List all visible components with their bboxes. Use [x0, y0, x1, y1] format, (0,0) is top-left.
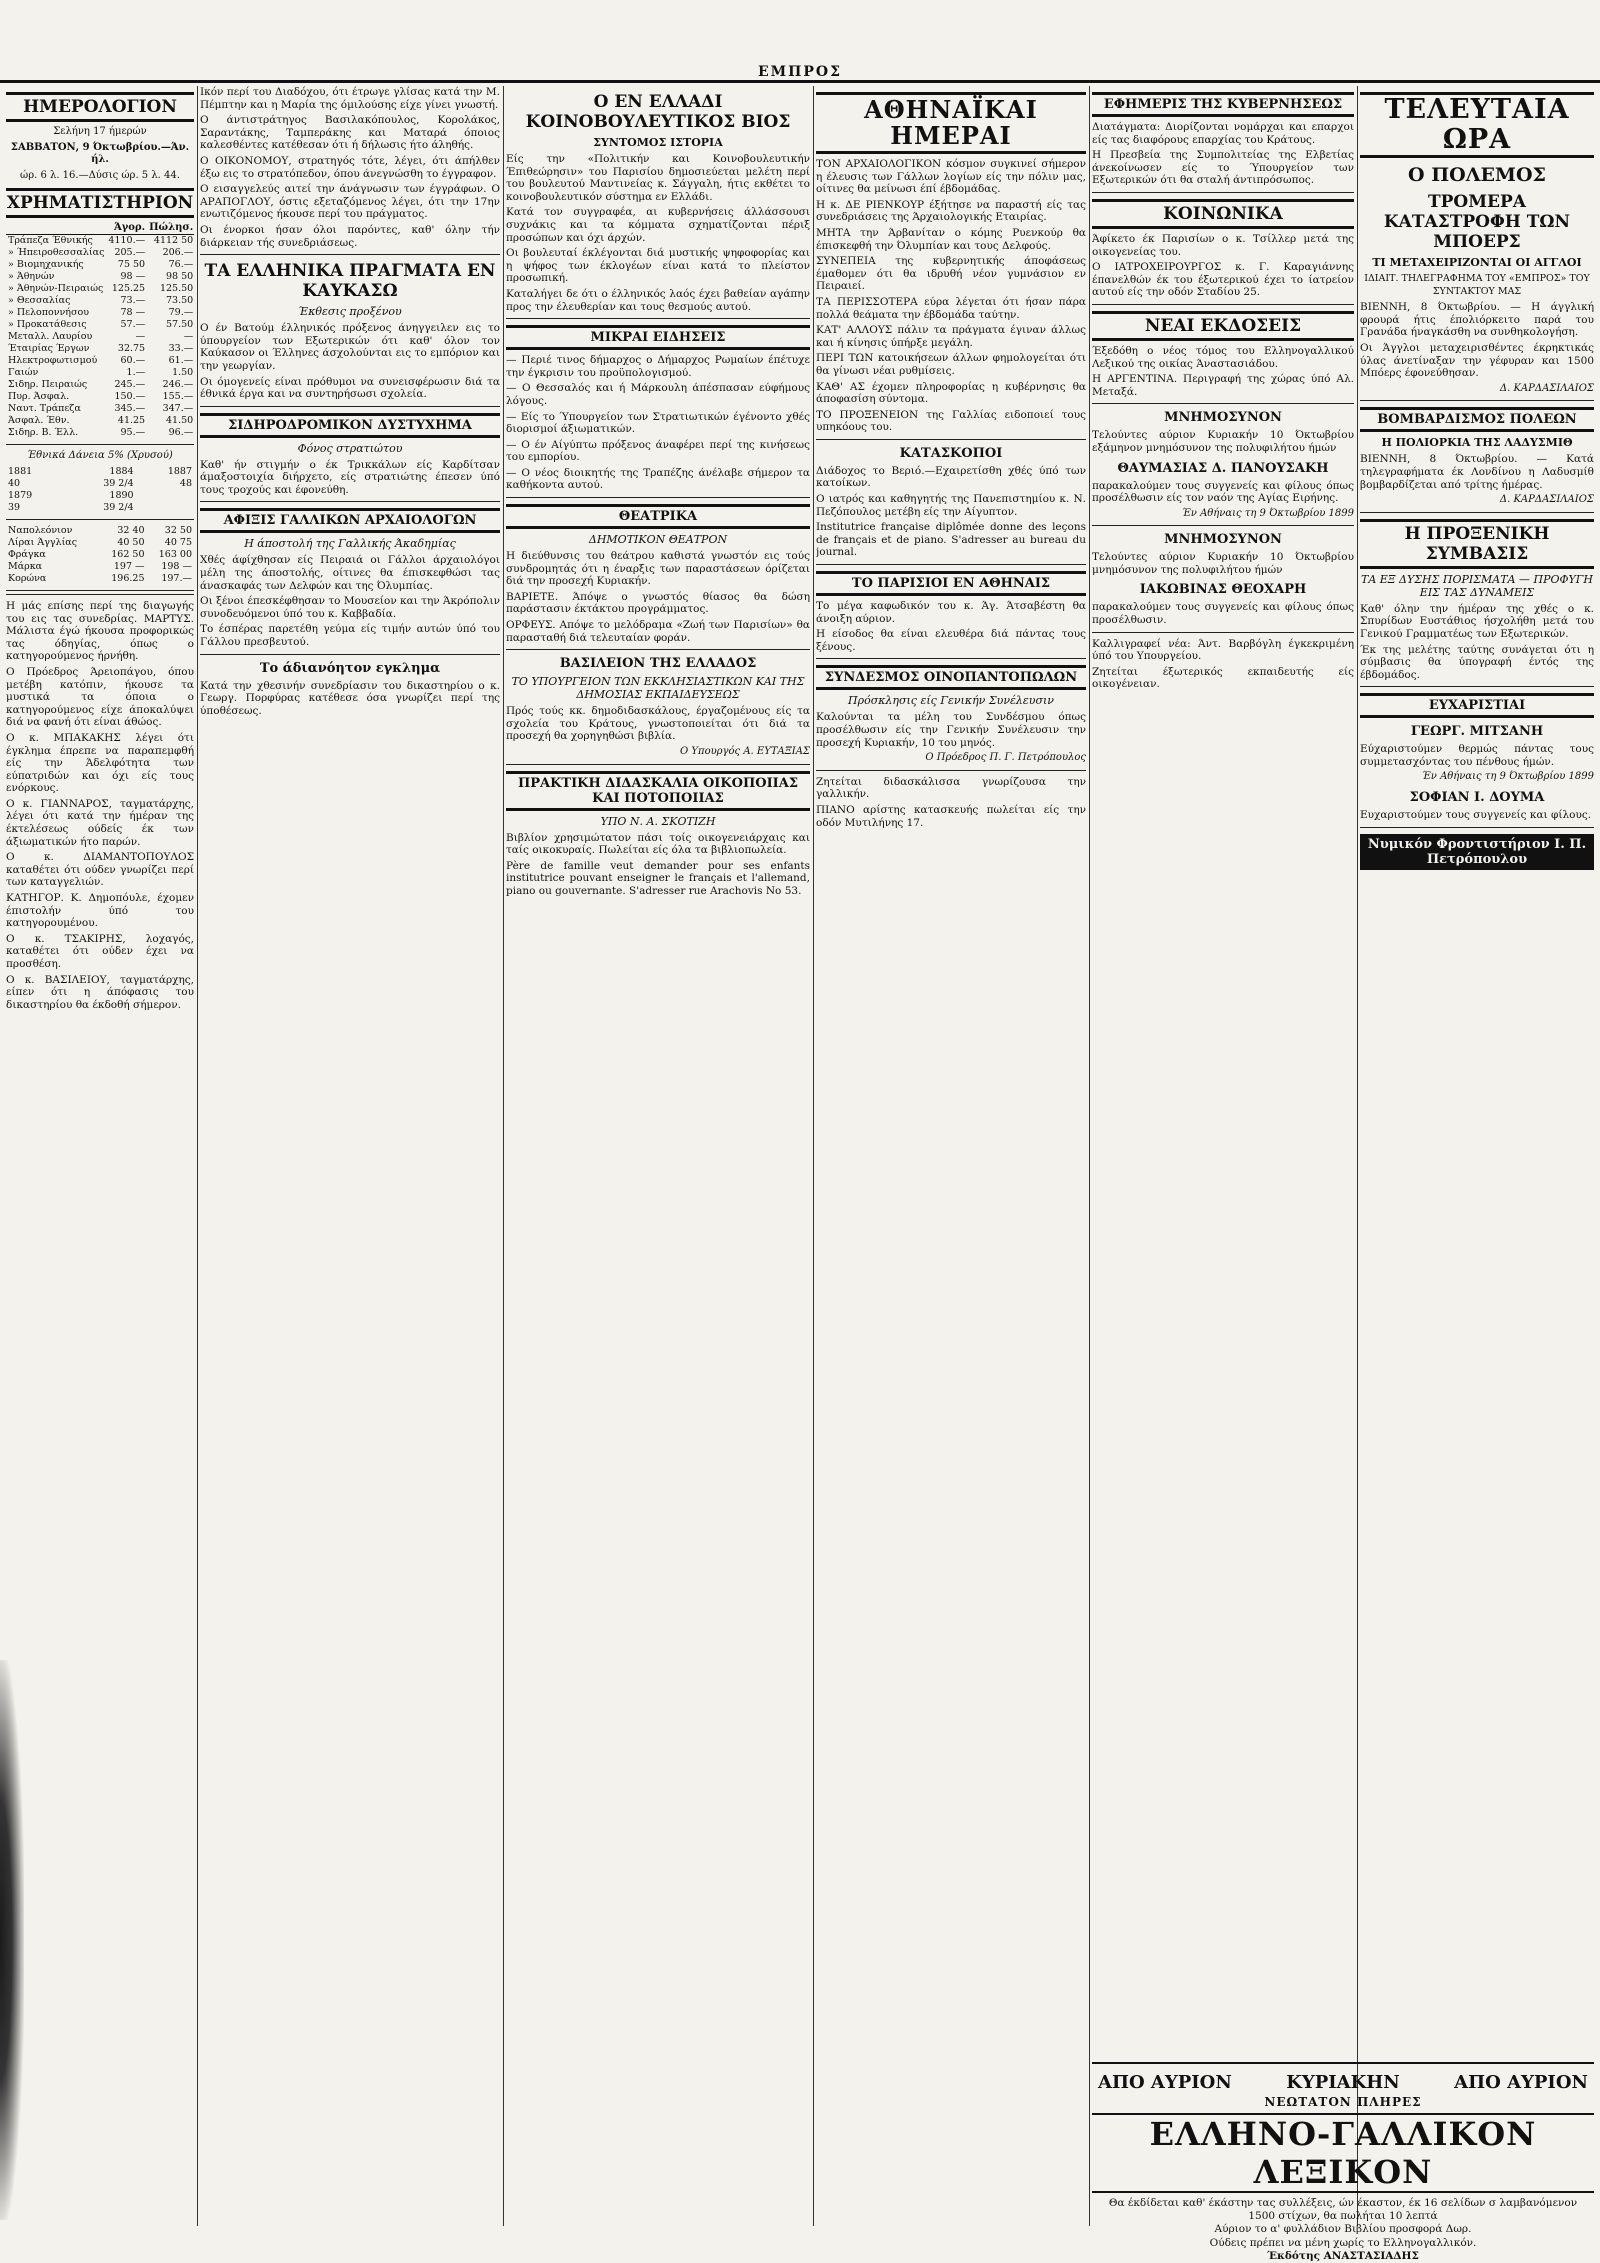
headline: ΚΟΙΝΩΝΙΚΑ — [1092, 199, 1354, 229]
table-cell: 125.50 — [159, 283, 194, 295]
signature: Ο Πρόεδρος Π. Γ. Πετρόπουλος — [925, 752, 1086, 764]
subheadline: ΓΕΩΡΓ. ΜΙΤΣΑΝΗ — [1410, 724, 1544, 740]
table-cell: 96.— — [168, 427, 194, 439]
classified-ad: Ζητείται έξωτερικός εκπαιδευτής είς οικογένειαν. — [1092, 665, 1354, 691]
article-paragraph: Ο κ. ΤΣΑΚΙΡΗΣ, λοχαγός, καταθέτει ότι ούδεν έχει να προσθέση. — [6, 932, 194, 970]
table-cell: 32 40 — [117, 524, 145, 536]
date-line: ΣΑΒΒΑΤΟΝ, 9 Όκτωβρίου.—Άν. ήλ. — [10, 141, 190, 166]
table-cell: » Βιομηχανικής — [8, 259, 84, 271]
article-paragraph: Έξεδόθη ο νέος τόμος του Ελληνογαλλικού Λεξικού της οικίας Άναστασιάδου. — [1092, 344, 1354, 370]
headline: Το άδιανόητον εγκλημα — [259, 660, 441, 676]
table-cell: 1.— — [126, 367, 146, 379]
date-line: ώρ. 6 λ. 16.—Δύσις ώρ. 5 λ. 44. — [20, 169, 180, 181]
article-paragraph: παρακαλούμεν τους συγγενείς και φίλους όπως προσέλθωσιν. — [1092, 601, 1354, 627]
table-cell: 206.— — [162, 247, 194, 259]
dateline: Έν Αθήναις τη 9 Όκτωβρίου 1899 — [1181, 507, 1354, 519]
table-cell — [136, 502, 194, 514]
table-cell: 40 75 — [164, 536, 192, 548]
headline: ΜΙΚΡΑΙ ΕΙΔΗΣΕΙΣ — [506, 325, 810, 350]
fx-row — [6, 573, 194, 585]
article-paragraph: Άφίκετο έκ Παρισίων ο κ. Τσίλλερ μετά της οικογενείας του. — [1092, 232, 1354, 258]
table-cell: Άσφαλ. Έθν. — [8, 415, 70, 427]
article-paragraph: Το έσπέρας παρετέθη γεύμα είς τιμήν αυτών ύπό του Γάλλου πρεσβευτού. — [200, 623, 500, 649]
article-paragraph: Καθ' ήν στιγμήν ο έκ Τρικκάλων είς Καρδίτσαν άμαξοστοιχία διήρχετο, είς στρατιώτης έπεσεν ύπό τους τροχούς και έφονεύθη. — [200, 458, 500, 496]
column-rule — [1357, 86, 1358, 2226]
table-cell: 48 — [179, 477, 192, 489]
table-cell: 61.— — [168, 355, 194, 367]
article-paragraph: Είς την «Πολιτικήν και Κοινοβουλευτικήν Έπιθεώρησιν» του Παρισίου δημοσιεύεται μελέτη περί του βουλευτού Μαντινείας κ. Σάγγαλη, ήτις εκθέτει το κοινοβουλευτικόν σύστημα εν Ελλάδι. — [506, 153, 810, 203]
ad-from-tomorrow-left: ΑΠΟ ΑΥΡΙΟΝ — [1098, 2072, 1232, 2093]
article-paragraph: — Ο Θεσσαλός και ή Μάρκουλη άπέσπασαν εύφήμους λόγους. — [506, 382, 810, 407]
stock-row — [6, 391, 194, 403]
headline: ΤΑ ΕΛΛΗΝΙΚΑ ΠΡΑΓΜΑΤΑ ΕΝ ΚΑΥΚΑΣΩ — [204, 261, 496, 302]
article-paragraph: Ο ΟΙΚΟΝΟΜΟΥ, στρατηγός τότε, λέγει, ότι άπήλθεν έξω εις το στρατόπεδον, όπου άνεγνώσθη το έγγραφον. — [200, 154, 500, 180]
dictionary-advertisement — [1092, 2062, 1594, 2263]
article-paragraph: Οι βουλευταί έκλέγονται διά μυστικής ψηφοφορίας και η ψήφος των έκλογέων είναι κατά το πλείστον προσωπική. — [506, 247, 810, 285]
article-paragraph: ΚΑΤ' ΑΛΛΟΥΣ πάλιν τα πράγματα έγιναν άλλως και ή κίνησις ύπήρξε μεγάλη. — [816, 324, 1086, 349]
column-2 — [200, 86, 500, 2236]
article-paragraph: Ο Πρόεδρος Άρειοπάγου, όπου μετέβη κατόπιν, ήκουσε τα μυστικά τα όποια ο κατηγορούμενος είχε άποκαλύψει διά να φανή ότι είναι άθώος. — [6, 665, 194, 729]
stock-row — [6, 271, 194, 283]
headline: ΤΟ ΠΑΡΙΣΙΟΙ ΕΝ ΑΘΗΝΑΙΣ — [816, 571, 1086, 596]
loan-title: Έθνικά Δάνεια 5% (Χρυσού) — [27, 450, 173, 462]
table-cell: Μεταλλ. Λαυρίου — [8, 331, 93, 343]
article-paragraph: ΤΟ ΠΡΟΞΕΝΕΙΟΝ της Γαλλίας ειδοποιεί τους υπηκόους του. — [816, 408, 1086, 434]
column-3 — [506, 86, 810, 2236]
fx-table — [6, 525, 194, 585]
table-cell: 1.50 — [172, 367, 194, 379]
column-rule — [813, 86, 814, 2226]
article-paragraph: Ο κ. ΓΙΑΝΝΑΡΟΣ, ταγματάρχης, λέγει ότι κατά την ήμέραν της έκτελέσεως ούδείς έκ των άξιωματικών ήτο παρών. — [6, 797, 194, 848]
headline: ΒΑΣΙΛΕΙΟΝ ΤΗΣ ΕΛΛΑΔΟΣ — [559, 656, 757, 672]
fx-row — [6, 537, 194, 549]
headline: ΜΝΗΜΟΣΥΝΟΝ — [1164, 532, 1282, 548]
ad-text: Θα έκδίδεται καθ' έκάστην τας συλλέξεις, ών έκαστον, έκ 16 σελίδων σ λαμβανόμενον 1500 στίχων, θα πωλήται 10 λεπτά — [1108, 2197, 1578, 2222]
article-paragraph: ΠΕΡΙ ΤΩΝ κατοικήσεων άλλων φημολογείται ότι θα γίνωσι νέαι ρυθμίσεις. — [816, 352, 1086, 377]
article-paragraph: Ο ιατρός και καθηγητής της Πανεπιστημίου κ. Ν. Πεζόπουλος μετέβη είς την Αίγυπτον. — [816, 493, 1086, 518]
column-rule — [1089, 86, 1090, 2226]
stock-row — [6, 331, 194, 343]
article-paragraph: Ικόν περί του Διαδόχου, ότι έτρωγε γλίσας κατά την Μ. Πέμπτην και η Μαρία της όμιλούσης είχε γίνει γνωστή. — [200, 86, 500, 111]
table-cell: » Άθηνών-Πειραιώς — [8, 283, 104, 295]
table-cell: Ναπολεόνιον — [8, 524, 73, 536]
stock-exchange-title: ΧΡΗΜΑΤΙΣΤΗΡΙΟΝ — [6, 188, 194, 218]
table-cell: 1879 — [8, 489, 33, 501]
deceased-name: ΙΑΚΩΒΙΝΑΣ ΘΕΟΧΑΡΗ — [1139, 582, 1307, 598]
table-cell: 95.— — [120, 427, 146, 439]
subheadline: ΤΑ ΕΞ ΔΥΣΗΣ ΠΟΡΙΣΜΑΤΑ — ΠΡΟΦΥΓΗ ΕΙΣ ΤΑΣ ΔΥΝΑΜΕΙΣ — [1360, 572, 1594, 599]
column-rule — [503, 86, 504, 2226]
article-paragraph: — Ο νέος διοικητής της Τραπέζης άνέλαβε σήμερον τα καθήκοντα αυτού. — [506, 466, 810, 492]
fx-row — [6, 561, 194, 573]
headline: ΘΕΑΤΡΙΚΑ — [506, 504, 810, 529]
date-line: Σελήνη 17 ήμερών — [53, 126, 147, 137]
table-cell: 1884 — [109, 465, 134, 477]
headline: ΚΑΤΑΣΚΟΠΟΙ — [899, 445, 1003, 461]
table-cell: 32 50 — [164, 524, 192, 536]
article-paragraph: Ο κ. ΔΙΑΜΑΝΤΟΠΟΥΛΟΣ καταθέτει ότι ούδεν γνωρίζει περί των καταγγελιών. — [6, 851, 194, 889]
table-cell: 347.— — [162, 403, 194, 415]
headline: ΕΥΧΑΡΙΣΤΙΑΙ — [1360, 693, 1594, 718]
headline: ΒΟΜΒΑΡΔΙΣΜΟΣ ΠΟΛΕΩΝ — [1360, 407, 1594, 432]
table-cell: 163 00 — [158, 548, 192, 560]
table-cell: 197 — — [113, 560, 145, 572]
column-1 — [6, 86, 194, 2236]
article-paragraph: Η ΑΡΓΕΝΤΙΝΑ. Περιγραφή της χώρας ύπό Αλ. Μεταξά. — [1092, 373, 1354, 398]
table-cell: 78 — — [120, 307, 146, 319]
article-paragraph: Ο εισαγγελεύς αιτεί την άνάγνωσιν των έγγράφων. Ο ΑΡΑΠΟΓΛΟΥ, όστις εξεταζόμενος λέγει, ότι την 17ην ενωτιζόμενος ήκουσε περί του πράγματος. — [200, 183, 500, 221]
table-cell: 162 50 — [111, 548, 145, 560]
stock-row — [6, 379, 194, 391]
table-cell: 57.— — [120, 319, 146, 331]
classified-ad: Ζητείται διδασκάλισσα γνωρίζουσα την γαλλικήν. — [816, 775, 1086, 801]
table-cell: 41.25 — [117, 415, 146, 427]
subheadline: Έκθεσις προξένου — [298, 305, 402, 319]
table-cell: 98 — — [120, 271, 146, 283]
article-paragraph: Καθ' όλην την ήμέραν της χθές ο κ. Σπυρίδων Ευστάθιος ήσχολήθη μετά του Γενικού Γραμματέως των Εξωτερικών. — [1360, 602, 1594, 640]
table-cell: Κορώνα — [8, 572, 47, 584]
ad-sunday: ΚΥΡΙΑΚΗΝ — [1286, 2072, 1400, 2093]
table-cell: 41.50 — [166, 415, 194, 427]
table-cell: 1881 — [8, 465, 33, 477]
stock-row — [6, 367, 194, 379]
table-cell: Ναυτ. Τράπεζα — [8, 403, 81, 415]
headline: ΣΥΝΔΕΣΜΟΣ ΟΙΝΟΠΑΝΤΟΠΩΛΩΝ — [816, 665, 1086, 690]
article-paragraph: Οι όμογενείς είναι πρόθυμοι να συνεισφέρωσιν διά τα έθνικά έργα και να συντηρήσωσι σχολεία. — [200, 375, 500, 401]
ink-smudge — [0, 1660, 24, 2220]
calendar-title: ΗΜΕΡΟΛΟΓΙΟΝ — [6, 92, 194, 122]
stock-row — [6, 415, 194, 427]
article-paragraph: Ο έν Βατούμ έλληνικός πρόξενος άνηγγειλεν εις το ύπουργείον των Εξωτερικών ότι καθ' όλον τον Καύκασον οι Έλληνες άσχολούνται εις το εμπόριον και την γεωργίαν. — [200, 322, 500, 372]
column-6 — [1360, 86, 1594, 2236]
article-paragraph: — Ο έν Αίγύπτω πρόξενος άναφέρει περί της κινήσεως του εμπορίου. — [506, 438, 810, 464]
table-cell: » Ήπειροθεσσαλίας — [8, 247, 105, 259]
headline: Η ΠΡΟΞΕΝΙΚΗ ΣΥΜΒΑΣΙΣ — [1360, 519, 1594, 569]
article-paragraph: Ο κ. ΒΑΣΙΛΕΙΟΥ, ταγματάρχης, είπεν ότι η άπόφασις του δικαστηρίου θα έκδοθή σήμερον. — [6, 973, 194, 1011]
article-paragraph: — Είς το Ύπουργείον των Στρατιωτικών έγένοντο χθές διορισμοί άξιωματικών. — [506, 410, 810, 436]
article-paragraph: Institutrice française diplômée donne des leçons de français et de piano. S'adresser au bureau du journal. — [816, 521, 1086, 559]
ad-subtitle: ΝΕΩΤΑΤΟΝ ΠΛΗΡΕΣ — [1264, 2095, 1422, 2109]
table-cell: 196.25 — [111, 572, 145, 584]
headline: ΤΡΟΜΕΡΑ ΚΑΤΑΣΤΡΟΦΗ ΤΩΝ ΜΠΟΕΡΣ — [1383, 192, 1571, 252]
table-cell: 33.— — [168, 343, 194, 355]
loan-row — [6, 502, 194, 514]
article-paragraph: Χθές άφίχθησαν είς Πειραιά οι Γάλλοι άρχαιολόγοι μέλη της άποστολής, οίτινες θα έπισκεφθώσι τας άνασκαφάς των Δελφών και της Όλυμπίας. — [200, 554, 500, 592]
article-paragraph: Κατά την χθεσινήν συνεδρίασιν του δικαστηρίου ο κ. Γεωργ. Πορφύρας κατέθεσε όσα γνωρίζει περί της ύποθέσεως. — [200, 679, 500, 717]
stock-table — [6, 222, 194, 439]
headline: ΠΡΑΚΤΙΚΗ ΔΙΔΑΣΚΑΛΙΑ ΟΙΚΟΠΟΙΙΑΣ ΚΑΙ ΠΟΤΟΠΟΙΙΑΣ — [506, 771, 810, 811]
headline: Νυμικόν Φροντιστήριον Ι. Π. Πετρόπουλου — [1360, 834, 1594, 870]
table-cell: » Πελοποννήσου — [8, 307, 89, 319]
headline: ΝΕΑΙ ΕΚΔΟΣΕΙΣ — [1092, 311, 1354, 341]
article-paragraph: Ο κ. ΜΠΑΚΑΚΗΣ λέγει ότι έγκλημα έπρεπε να παραπεμφθή είς την Άδελφότητα των εύπατριδών και όχι είς τους ενόρκους. — [6, 731, 194, 795]
table-cell: 197.— — [161, 572, 192, 584]
subheadline: Η άποστολή της Γαλλικής Άκαδημίας — [244, 537, 456, 551]
article-paragraph: Père de famille veut demander pour ses enfants institutrice pouvant enseigner le français et l'allemand, piano ou gouvernante. S'adresser rue Arachovis No 53. — [506, 859, 810, 897]
table-cell: — — [135, 331, 146, 343]
subheadline: ΤΟ ΥΠΟΥΡΓΕΙΟΝ ΤΩΝ ΕΚΚΛΗΣΙΑΣΤΙΚΩΝ ΚΑΙ ΤΗΣ ΔΗΜΟΣΙΑΣ ΕΚΠΑΙΔΕΥΣΕΩΣ — [511, 675, 805, 702]
article-paragraph: Το μέγα καφωδικόν του κ. Άγ. Άτσαβέστη θα άνοιξη αύριον. — [816, 600, 1086, 625]
table-cell: Τράπεζα Έθνικής — [8, 235, 93, 247]
table-cell: Σιδηρ. Πειραιώς — [8, 379, 88, 391]
signature: Δ. ΚΑΡΔΑΣΙΛΑΙΟΣ — [1499, 494, 1594, 506]
article-paragraph: ΤΟΝ ΑΡΧΑΙΟΛΟΓΙΚΟΝ κόσμον συγκινεί σήμερον η έλευσις των Γάλλων λογίων είς την πόλιν μας, οίτινες θα μείνωσι έπί έβδομάδας. — [816, 158, 1086, 196]
subheadline: ΣΥΝΤΟΜΟΣ ΙΣΤΟΡΙΑ — [593, 136, 723, 149]
article-paragraph: Οι ένορκοι ήσαν όλοι παρόντες, καθ' όλην τήν διάρκειαν τής συνεδριάσεως. — [200, 223, 500, 249]
headline: ΑΘΗΝΑΪΚΑΙ ΗΜΕΡΑΙ — [816, 92, 1086, 154]
stock-row — [6, 319, 194, 331]
table-cell: 73.50 — [166, 295, 194, 307]
article-paragraph: Έκ της μελέτης ταύτης συνάγεται ότι η σύμβασις θα ύπογραφή έντός της έβδομάδος. — [1360, 643, 1594, 681]
table-cell: 198 — — [161, 560, 192, 572]
table-cell: » Προκατάθεσις — [8, 319, 87, 331]
table-cell: 4112 50 — [153, 235, 194, 247]
stock-row — [6, 235, 194, 248]
masthead-rule — [0, 80, 1600, 83]
table-cell: 32.75 — [117, 343, 146, 355]
stock-row — [6, 259, 194, 271]
table-cell: Ηλεκτροφωτισμού — [8, 355, 98, 367]
article-paragraph: ΤΑ ΠΕΡΙΣΣΟΤΕΡΑ εύρα λέγεται ότι ήσαν πάρα πολλά θεάματα την έβδομάδα ταύτην. — [816, 295, 1086, 321]
ad-text: Αύριον το α' φυλλάδιον Βιβλίου προσφορά Δωρ. — [1214, 2223, 1472, 2236]
table-cell: Φράγκα — [8, 548, 46, 560]
signature: Ο Υπουργός Α. ΕΥΤΑΞΙΑΣ — [680, 746, 810, 757]
article-paragraph: — Περιέ τινος δήμαρχος ο Δήμαρχος Ρωμαίων έπέτυχε την έγκρισιν του προϋπολογισμού. — [506, 354, 810, 379]
stock-row — [6, 427, 194, 439]
column-rule — [197, 86, 198, 2226]
article-paragraph: Πρός τούς κκ. δημοδιδασκάλους, έργαζομένους είς τα σχολεία του Κράτους, γνωστοποιείται ότι διά τα προσεχή θα χορηγηθώσι βιβλία. — [506, 705, 810, 743]
article-paragraph: ΚΑΤΗΓΟΡ. Κ. Δημοπόυλε, έχομεν έπιστολήν ύπό του κατηγορουμένου. — [6, 892, 194, 930]
loan-row — [6, 490, 194, 502]
article-paragraph: παρακαλούμεν τους συγγενείς και φίλους όπως προσέλθωσιν είς τον ναόν της Αγίας Ειρήνης. — [1092, 479, 1354, 505]
table-cell: Γαιών — [8, 367, 39, 379]
deceased-name: ΘΑΥΜΑΣΙΑΣ Δ. ΠΑΝΟΥΣΑΚΗ — [1117, 460, 1329, 476]
headline: ΑΦΙΞΙΣ ΓΑΛΛΙΚΩΝ ΑΡΧΑΙΟΛΟΓΩΝ — [200, 508, 500, 533]
masthead — [0, 0, 1600, 80]
article-paragraph: ΟΡΦΕΥΣ. Απόψε το μελόδραμα «Ζωή των Παρισίων» θα παρασταθή διά τελευταίαν φοράν. — [506, 619, 810, 644]
article-paragraph: Οι ξένοι έπεσκέφθησαν το Μουσείον και την Άκρόπολιν συνοδευόμενοι ύπό του κ. Καββαδία. — [200, 595, 500, 620]
classified-ad: ΠΙΑΝΟ αρίστης κατασκευής πωλείται είς την οδόν Μυτιλήνης 17. — [816, 803, 1086, 829]
headline: ΣΙΔΗΡΟΔΡΟΜΙΚΟΝ ΔΥΣΤΥΧΗΜΑ — [200, 413, 500, 438]
headline: Ο ΕΝ ΕΛΛΑΔΙ ΚΟΙΝΟΒΟΥΛΕΥΤΙΚΟΣ ΒΙΟΣ — [525, 92, 791, 132]
article-paragraph: ΒΑΡΙΕΤΕ. Άπόψε ο γνωστός θίασος θα δώση παράστασιν έκτάκτου προγράμματος. — [506, 590, 810, 616]
stock-row — [6, 247, 194, 259]
table-cell: 57.50 — [166, 319, 194, 331]
article-paragraph: Διάδοχος το Βεριό.—Εχαιρετίσθη χθές ύπό των κατοίκων. — [816, 464, 1086, 490]
table-cell: » Άθηνών — [8, 271, 55, 283]
article-paragraph: ΜΗΤΑ την Άρβανίταν ο κόμης Ρυενκούρ θα έπισκεφθή την Όλυμπίαν και τους Δελφούς. — [816, 226, 1086, 252]
table-cell: Μάρκα — [8, 560, 43, 572]
article-paragraph: Ο ΙΑΤΡΟΧΕΙΡΟΥΡΓΟΣ κ. Γ. Καραγιάννης έπανελθών έκ του έξωτερικού έχει το ίατρείον αυτού είς την οδόν Σταδίου 25. — [1092, 261, 1354, 299]
table-cell: — — [183, 331, 194, 343]
newspaper-name: ΕΜΠΡΟΣ — [757, 64, 842, 80]
ad-title: ΕΛΛΗΝΟ-ΓΑΛΛΙΚΟΝ ΛΕΞΙΚΟΝ — [1092, 2113, 1594, 2193]
table-cell: 79.— — [168, 307, 194, 319]
article-paragraph: Κατά τον συγγραφέα, αι κυβερνήσεις άλλάσσουσι συχνάκις και τα κόμματα σχηματίζονται πέριξ προσώπων και όχι άρχών. — [506, 206, 810, 244]
stock-table-header: Άγορ. Πώλησ. — [6, 222, 194, 235]
article-paragraph: ΒΙΕΝΝΗ, 8 Όκτωβρίου. — Κατά τηλεγραφήματα έκ Λονδίνου η Λαδυσμίθ βομβαρδίζεται από τρίτης ήμέρας. — [1360, 453, 1594, 491]
table-cell: 76.— — [168, 259, 194, 271]
article-paragraph: Η Πρεσβεία της Συμπολιτείας της Ελβετίας άνεκοίνωσεν είς το Ύπουργείον των Εξωτερικών ότι θα σταλή άντιπρόσωπος. — [1092, 149, 1354, 187]
article-paragraph: ΣΥΝΕΠΕΙΑ της κυβερνητικής άποφάσεως έμαθομεν ότι θα ιδρυθή νέον γυμνάσιον εν Πειραιεί. — [816, 255, 1086, 293]
late-news-headline: ΤΕΛΕΥΤΑΙΑ ΩΡΑ — [1360, 92, 1594, 158]
table-cell: Έταιρίας Έργων — [8, 343, 90, 355]
article-paragraph: ΚΑΘ' ΑΣ έχομεν πληροφορίας η κυβέρνησις θα άποφασίση σύντομα. — [816, 380, 1086, 406]
table-cell: 73.— — [120, 295, 146, 307]
subheadline: ΔΗΜΟΤΙΚΟΝ ΘΕΑΤΡΟΝ — [588, 533, 728, 547]
article-paragraph: ΒΙΕΝΝΗ, 8 Όκτωβρίου. — Η άγγλική φρουρά ήτις έπολιόρκειτο παρά του Γρανάδα ήναγκάσθη να συνθηκολογήση. — [1360, 301, 1594, 339]
ad-from-tomorrow-right: ΑΠΟ ΑΥΡΙΟΝ — [1454, 2072, 1588, 2093]
table-cell: 150.— — [114, 391, 146, 403]
article-paragraph: Τελούντες αύριον Κυριακήν 10 Όκτωβρίου εξάμηνον μνημόσυνον της πολυφιλήτου ήμών — [1092, 429, 1354, 454]
stock-row — [6, 343, 194, 355]
ad-publisher: Έκδότης ΑΝΑΣΤΑΣΙΑΔΗΣ — [1267, 2250, 1419, 2263]
headline: Ο ΠΟΛΕΜΟΣ — [1408, 164, 1546, 186]
loan-table — [6, 466, 194, 514]
subheadline: ΣΟΦΙΑΝ Ι. ΔΟΥΜΑ — [1409, 790, 1545, 806]
fx-row — [6, 549, 194, 561]
ad-text: Ούδεις πρέπει να μένη χωρίς το Ελληνογαλλικόν. — [1209, 2236, 1477, 2249]
article-paragraph: Καταλήγει δε ότι ο έλληνικός λαός έχει βαθείαν αγάπην προς την έλευθερίαν και τους θεσμούς αυτού. — [506, 287, 810, 313]
subheadline: ΤΙ ΜΕΤΑΧΕΙΡΙΖΟΝΤΑΙ ΟΙ ΑΓΓΛΟΙ — [1372, 256, 1582, 269]
stock-row — [6, 307, 194, 319]
stock-row — [6, 355, 194, 367]
table-cell: 155.— — [162, 391, 194, 403]
article-paragraph: Ευχαριστούμεν τους συγγενείς και φίλους. — [1360, 809, 1592, 822]
headline: ΕΦΗΜΕΡΙΣ ΤΗΣ ΚΥΒΕΡΝΗΣΕΩΣ — [1092, 92, 1354, 117]
table-cell: 4110.— — [108, 235, 146, 247]
table-cell: 75 50 — [117, 259, 146, 271]
classified-ad: Καλλιγραφεί νέα: Άντ. Βαρβόγλη έγκεκριμένη ύπό του Υπουργείου. — [1092, 637, 1354, 663]
article-paragraph: Καλούνται τα μέλη του Συνδέσμου όπως προσέλθωσιν είς την Γενικήν Συνέλευσιν την προσεχή Κυριακήν, 10 του μηνός. — [816, 711, 1086, 749]
table-cell: 39 — [8, 501, 21, 513]
article-paragraph: Διατάγματα: Διορίζονται νομάρχαι και επαρχοι είς τας διαφόρους επαρχίας του Κράτους. — [1092, 121, 1354, 146]
stock-row — [6, 403, 194, 415]
column-4 — [816, 86, 1086, 2236]
table-cell: 60.— — [120, 355, 146, 367]
subheadline: Φόνος στρατιώτου — [297, 441, 403, 455]
table-cell: Λίραι Άγγλίας — [8, 536, 78, 548]
column-5 — [1092, 86, 1354, 2236]
signature: Δ. ΚΑΡΔΑΣΙΛΑΙΟΣ — [1499, 382, 1594, 394]
table-cell: 345.— — [114, 403, 146, 415]
loan-row — [6, 466, 194, 478]
table-cell: 125.25 — [111, 283, 146, 295]
subheadline: Πρόσκλησις είς Γενικήν Συνέλευσιν — [848, 694, 1054, 708]
stock-row — [6, 295, 194, 307]
subheadline: Η ΠΟΛΙΟΡΚΙΑ ΤΗΣ ΛΑΔΥΣΜΙΘ — [1381, 436, 1573, 450]
loan-row — [6, 478, 194, 490]
article-paragraph: Η μάς επίσης περί της διαγωγής του εις τας συνεδρίας. ΜΑΡΤΥΣ. Μάλιστα έγώ ήκουσα προφορικώς τας όδηγίας, όπως ο κατηγορούμενος ήρνήθη. — [6, 599, 194, 663]
headline: ΜΝΗΜΟΣΥΝΟΝ — [1164, 410, 1282, 426]
article-paragraph: Βιβλίον χρησιμώτατον πάσι τοίς οικογενειάρχαις και ταίς οικοκυραίς. Πωλείται είς όλα τα βιβλιοπωλεία. — [506, 831, 810, 857]
table-cell: Σιδηρ. Β. Έλλ. — [8, 427, 79, 439]
table-cell: 1890 — [109, 489, 134, 501]
table-cell — [136, 490, 194, 502]
table-cell: 39 2/4 — [103, 477, 134, 489]
article-paragraph: Η κ. ΔΕ ΡΙΕΝΚΟΥΡ έξήτησε να παραστή είς τας συνεδριάσεις της Άρχαιολογικής Εταιρίας. — [816, 198, 1086, 224]
table-cell: 205.— — [114, 247, 146, 259]
article-paragraph: Εύχαριστούμεν θερμώς πάντας τους συμμετασχόντας του πένθους ήμών. — [1360, 743, 1594, 768]
article-paragraph: ΙΔΙΑΙΤ. ΤΗΛΕΓΡΑΦΗΜΑ ΤΟΥ «ΕΜΠΡΟΣ» ΤΟΥ ΣΥΝΤΑΚΤΟΥ ΜΑΣ — [1364, 273, 1590, 297]
table-cell: Πυρ. Άσφαλ. — [8, 391, 70, 403]
article-paragraph: Τελούντες αύριον Κυριακήν 10 Όκτωβρίου μνημόσυνον της πολυφιλήτου ήμών — [1092, 551, 1354, 576]
table-cell: 40 50 — [117, 536, 145, 548]
table-cell: 40 — [8, 477, 21, 489]
table-cell: 1887 — [167, 465, 192, 477]
article-paragraph: Η διεύθυνσις του θεάτρου καθιστά γνωστόν εις τούς συνδρομητάς ότι η έναρξις των παραστάσεων όρίζεται διά την προσεχή Κυριακήν. — [506, 550, 810, 588]
table-cell: » Θεσσαλίας — [8, 295, 71, 307]
fx-row — [6, 525, 194, 537]
table-cell: 245.— — [114, 379, 146, 391]
table-cell: 39 2/4 — [103, 501, 134, 513]
article-paragraph: Ο άντιστράτηγος Βασιλακόπουλος, Κορολάκος, Σαραντάκης, Ταμπεράκης και Ματαρά όποιος καλεσθέντες κατέθεσαν ότι ή δήλωσις ήτο άληθής. — [200, 114, 500, 152]
stock-row — [6, 283, 194, 295]
ad-top-line — [1098, 2072, 1588, 2093]
table-cell: 246.— — [162, 379, 194, 391]
subheadline: ΥΠΟ Ν. Α. ΣΚΟΤΙΖΗ — [600, 814, 716, 828]
article-paragraph: Η είσοδος θα είναι ελευθέρα διά πάντας τους ξένους. — [816, 628, 1086, 653]
dateline: Έν Αθήναις τη 9 Όκτωβρίου 1899 — [1421, 771, 1594, 783]
table-cell: 98 50 — [166, 271, 194, 283]
article-paragraph: Οι Άγγλοι μεταχειρισθέντες έκρηκτικάς ύλας άνετίναξαν την γέφυραν και 1500 Μπόερς έφονεύθησαν. — [1360, 341, 1594, 380]
